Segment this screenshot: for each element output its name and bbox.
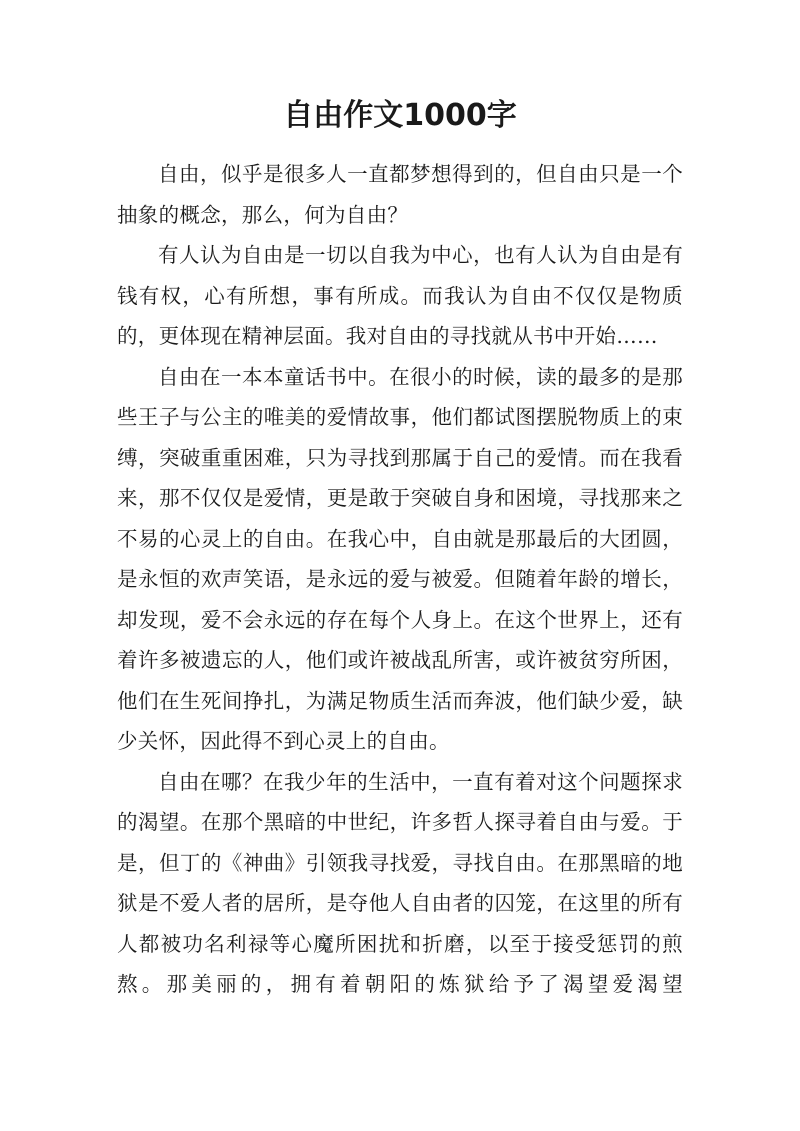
- paragraph-4: 自由在哪？在我少年的生活中，一直有着对这个问题探求的渴望。在那个黑暗的中世纪，许多哲人探寻着自由与爱。于是，但丁的《神曲》引领我寻找爱，寻找自由。在那黑暗的地狱是不爱人者的居所，是夺他人自由者的囚笼，在这里的所有人都被功名利禄等心魔所困扰和折磨，以至于接受惩罚的煎熬。那美丽的，拥有着朝阳的炼狱给予了渴望爱渴望: [117, 769, 683, 996]
- paragraph-1: 自由，似乎是很多人一直都梦想得到的，但自由只是一个抽象的概念，那么，何为自由？: [117, 162, 683, 227]
- document-title: 自由作文1000字: [283, 98, 517, 133]
- paragraph-3: 自由在一本本童话书中。在很小的时候，读的最多的是那些王子与公主的唯美的爱情故事，他们都试图摆脱物质上的束缚，突破重重困难，只为寻找到那属于自己的爱情。而在我看来，那不仅仅是爱情，更是敢于突破自身和困境，寻找那来之不易的心灵上的自由。在我心中，自由就是那最后的大团圆，是永恒的欢声笑语，是永远的爱与被爱。但随着年龄的增长，却发现，爱不会永远的存在每个人身上。在这个世界上，还有着许多被遗忘的人，他们或许被战乱所害，或许被贫穷所困，他们在生死间挣扎，为满足物质生活而奔波，他们缺少爱，缺少关怀，因此得不到心灵上的自由。: [117, 364, 683, 753]
- paragraph-2: 有人认为自由是一切以自我为中心，也有人认为自由是有钱有权，心有所想，事有所成。而我认为自由不仅仅是物质的，更体现在精神层面。我对自由的寻找就从书中开始……: [117, 243, 683, 348]
- document-body: [117, 154, 683, 1005]
